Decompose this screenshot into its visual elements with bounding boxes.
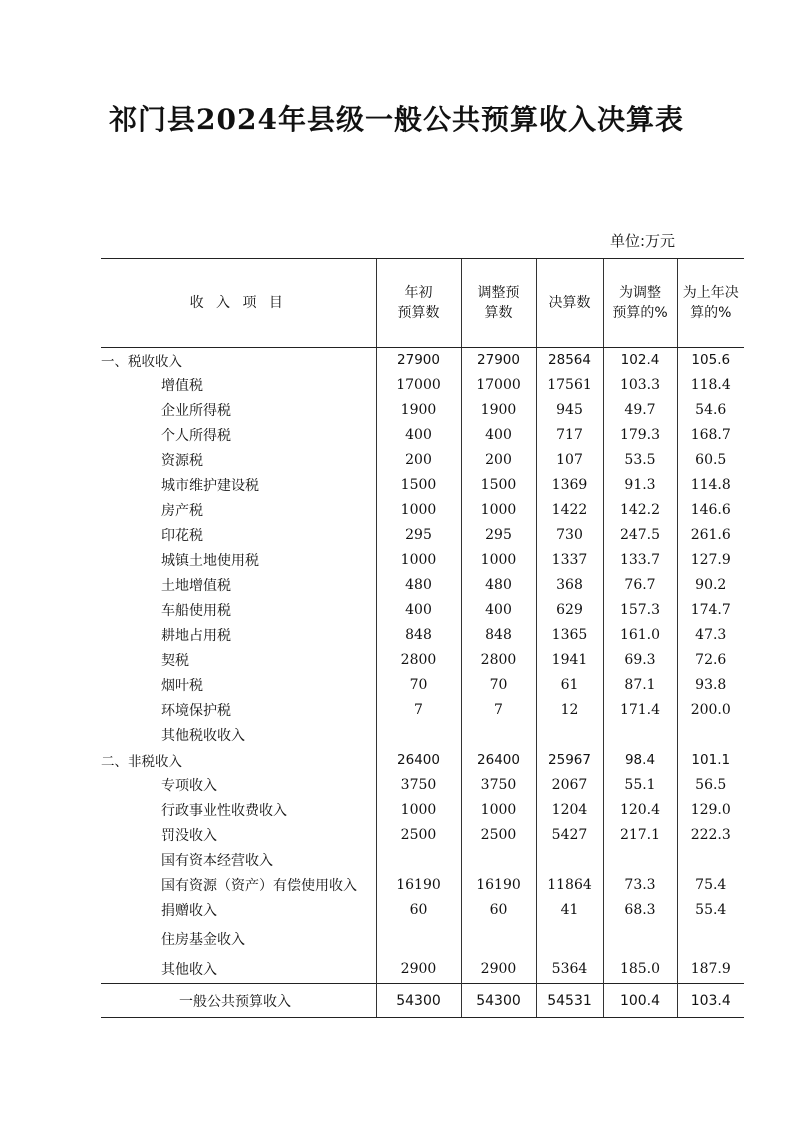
pct-last-year-cell: 222.3 <box>677 822 744 847</box>
pct-adjusted-cell: 91.3 <box>603 472 677 497</box>
adjusted-budget-cell: 60 <box>461 897 536 923</box>
adjusted-budget-cell <box>461 847 536 872</box>
final-amount-cell: 12 <box>536 697 603 722</box>
header-text: 调整预 <box>477 285 520 301</box>
table-row <box>101 472 744 497</box>
pct-adjusted-cell: 73.3 <box>603 872 677 897</box>
pct-adjusted-cell: 76.7 <box>603 572 677 597</box>
table-row <box>101 923 744 955</box>
adjusted-budget-cell: 2500 <box>461 822 536 847</box>
item-name: 企业所得税 <box>161 402 231 419</box>
pct-adjusted-cell <box>603 722 677 747</box>
initial-budget-cell <box>376 722 461 747</box>
initial-budget-cell: 27900 <box>376 348 461 373</box>
table-row <box>101 872 744 897</box>
pct-last-year-cell: 118.4 <box>677 372 744 397</box>
pct-adjusted-cell <box>603 847 677 872</box>
header-text: 决算数 <box>548 295 591 311</box>
item-name: 增值税 <box>161 377 203 394</box>
pct-adjusted-cell: 247.5 <box>603 522 677 547</box>
adjusted-budget-cell: 2900 <box>461 955 536 984</box>
pct-last-year-cell: 200.0 <box>677 697 744 722</box>
table-row <box>101 397 744 422</box>
item-name: 印花税 <box>161 527 203 544</box>
initial-budget-cell: 295 <box>376 522 461 547</box>
final-amount-cell: 945 <box>536 397 603 422</box>
final-amount-cell: 1369 <box>536 472 603 497</box>
pct-last-year-cell <box>677 923 744 955</box>
final-amount-cell: 61 <box>536 672 603 697</box>
initial-budget-cell: 17000 <box>376 372 461 397</box>
final-amount-cell: 5427 <box>536 822 603 847</box>
pct-adjusted-cell: 185.0 <box>603 955 677 984</box>
adjusted-budget-cell: 2800 <box>461 647 536 672</box>
pct-last-year-cell: 129.0 <box>677 797 744 822</box>
final-amount-cell <box>536 923 603 955</box>
table-row <box>101 747 744 772</box>
pct-last-year-cell: 54.6 <box>677 397 744 422</box>
adjusted-budget-cell: 7 <box>461 697 536 722</box>
initial-budget-cell: 1000 <box>376 547 461 572</box>
table-row <box>101 572 744 597</box>
initial-budget-cell: 2500 <box>376 822 461 847</box>
initial-budget-cell: 848 <box>376 622 461 647</box>
header-item <box>101 259 376 348</box>
table-row <box>101 522 744 547</box>
item-name: 住房基金收入 <box>161 932 245 948</box>
adjusted-budget-cell: 70 <box>461 672 536 697</box>
initial-budget-cell <box>376 923 461 955</box>
item-name: 耕地占用税 <box>161 627 231 644</box>
initial-budget-cell: 480 <box>376 572 461 597</box>
final-amount-cell: 11864 <box>536 872 603 897</box>
item-name: 捐赠收入 <box>161 903 217 919</box>
item-name: 房产税 <box>161 502 203 519</box>
header-text: 算的% <box>690 305 732 321</box>
final-amount-cell: 717 <box>536 422 603 447</box>
table-row <box>101 447 744 472</box>
item-name: 城镇土地使用税 <box>161 552 259 569</box>
pct-adjusted-cell <box>603 923 677 955</box>
adjusted-budget-cell: 3750 <box>461 772 536 797</box>
pct-last-year-cell: 47.3 <box>677 622 744 647</box>
revenue-table <box>101 258 744 1018</box>
initial-budget-cell: 2800 <box>376 647 461 672</box>
pct-adjusted-cell: 55.1 <box>603 772 677 797</box>
table-row <box>101 372 744 397</box>
pct-adjusted-cell: 102.4 <box>603 348 677 373</box>
header-text: 为上年决 <box>682 285 739 301</box>
final-amount-cell: 17561 <box>536 372 603 397</box>
table-row <box>101 622 744 647</box>
final-amount-cell: 54531 <box>536 984 603 1018</box>
pct-last-year-cell: 75.4 <box>677 872 744 897</box>
header-initial-budget <box>376 259 461 348</box>
final-amount-cell: 41 <box>536 897 603 923</box>
adjusted-budget-cell: 400 <box>461 422 536 447</box>
header-text: 年初 <box>404 285 433 301</box>
table-row <box>101 672 744 697</box>
table-row <box>101 597 744 622</box>
final-amount-cell: 1204 <box>536 797 603 822</box>
pct-last-year-cell: 174.7 <box>677 597 744 622</box>
adjusted-budget-cell: 848 <box>461 622 536 647</box>
adjusted-budget-cell <box>461 722 536 747</box>
adjusted-budget-cell: 1000 <box>461 797 536 822</box>
initial-budget-cell: 60 <box>376 897 461 923</box>
final-amount-cell: 1422 <box>536 497 603 522</box>
pct-adjusted-cell: 53.5 <box>603 447 677 472</box>
adjusted-budget-cell: 27900 <box>461 348 536 373</box>
header-final <box>536 259 603 348</box>
initial-budget-cell: 1500 <box>376 472 461 497</box>
pct-adjusted-cell: 49.7 <box>603 397 677 422</box>
initial-budget-cell: 3750 <box>376 772 461 797</box>
initial-budget-cell: 26400 <box>376 747 461 772</box>
table-row <box>101 422 744 447</box>
pct-last-year-cell: 101.1 <box>677 747 744 772</box>
item-name: 罚没收入 <box>161 827 217 844</box>
pct-last-year-cell <box>677 722 744 747</box>
final-amount-cell: 5364 <box>536 955 603 984</box>
final-amount-cell: 2067 <box>536 772 603 797</box>
item-name: 其他税收收入 <box>161 727 245 744</box>
final-amount-cell: 1365 <box>536 622 603 647</box>
pct-adjusted-cell: 68.3 <box>603 897 677 923</box>
pct-last-year-cell: 187.9 <box>677 955 744 984</box>
item-name: 其他收入 <box>161 962 217 978</box>
final-amount-cell: 28564 <box>536 348 603 373</box>
header-text: 预算数 <box>397 305 440 321</box>
table-row <box>101 822 744 847</box>
pct-adjusted-cell: 171.4 <box>603 697 677 722</box>
table-row <box>101 647 744 672</box>
table-row <box>101 722 744 747</box>
final-amount-cell <box>536 722 603 747</box>
item-name: 土地增值税 <box>161 577 231 594</box>
item-name: 个人所得税 <box>161 427 231 444</box>
adjusted-budget-cell: 400 <box>461 597 536 622</box>
item-name: 专项收入 <box>161 777 217 794</box>
pct-adjusted-cell: 179.3 <box>603 422 677 447</box>
pct-adjusted-cell: 161.0 <box>603 622 677 647</box>
header-text: 预算的% <box>612 305 668 321</box>
table-row <box>101 547 744 572</box>
initial-budget-cell: 70 <box>376 672 461 697</box>
adjusted-budget-cell: 1000 <box>461 497 536 522</box>
final-amount-cell <box>536 847 603 872</box>
final-amount-cell: 1337 <box>536 547 603 572</box>
initial-budget-cell: 16190 <box>376 872 461 897</box>
adjusted-budget-cell <box>461 923 536 955</box>
adjusted-budget-cell: 295 <box>461 522 536 547</box>
header-pct-last-year <box>677 259 744 348</box>
pct-adjusted-cell: 98.4 <box>603 747 677 772</box>
initial-budget-cell: 400 <box>376 422 461 447</box>
pct-adjusted-cell: 157.3 <box>603 597 677 622</box>
pct-last-year-cell: 56.5 <box>677 772 744 797</box>
table-row <box>101 847 744 872</box>
item-name: 二、非税收入 <box>101 753 182 770</box>
initial-budget-cell: 1000 <box>376 497 461 522</box>
pct-last-year-cell: 90.2 <box>677 572 744 597</box>
final-amount-cell: 629 <box>536 597 603 622</box>
header-text: 算数 <box>484 305 513 321</box>
initial-budget-cell: 54300 <box>376 984 461 1018</box>
page-title: 祁门县2024年县级一般公共预算收入决算表 <box>109 103 684 136</box>
initial-budget-cell: 1000 <box>376 797 461 822</box>
total-row <box>101 984 744 1018</box>
pct-last-year-cell: 146.6 <box>677 497 744 522</box>
pct-last-year-cell: 60.5 <box>677 447 744 472</box>
header-text: 收 入 项 目 <box>189 295 287 311</box>
item-name: 行政事业性收费收入 <box>161 802 287 819</box>
pct-last-year-cell: 55.4 <box>677 897 744 923</box>
initial-budget-cell: 200 <box>376 447 461 472</box>
final-amount-cell: 730 <box>536 522 603 547</box>
table-row <box>101 348 744 373</box>
pct-last-year-cell <box>677 847 744 872</box>
header-adjusted-budget <box>461 259 536 348</box>
pct-adjusted-cell: 217.1 <box>603 822 677 847</box>
item-name: 国有资源（资产）有偿使用收入 <box>161 877 357 894</box>
item-name: 一般公共预算收入 <box>101 984 376 1018</box>
pct-adjusted-cell: 133.7 <box>603 547 677 572</box>
header-row <box>101 259 744 348</box>
pct-last-year-cell: 105.6 <box>677 348 744 373</box>
pct-last-year-cell: 93.8 <box>677 672 744 697</box>
pct-last-year-cell: 114.8 <box>677 472 744 497</box>
table-row <box>101 697 744 722</box>
pct-last-year-cell: 103.4 <box>677 984 744 1018</box>
final-amount-cell: 107 <box>536 447 603 472</box>
item-name: 车船使用税 <box>161 602 231 619</box>
adjusted-budget-cell: 17000 <box>461 372 536 397</box>
initial-budget-cell: 400 <box>376 597 461 622</box>
adjusted-budget-cell: 200 <box>461 447 536 472</box>
adjusted-budget-cell: 54300 <box>461 984 536 1018</box>
header-text: 为调整 <box>619 285 661 301</box>
pct-adjusted-cell: 100.4 <box>603 984 677 1018</box>
initial-budget-cell: 7 <box>376 697 461 722</box>
adjusted-budget-cell: 1000 <box>461 547 536 572</box>
pct-last-year-cell: 127.9 <box>677 547 744 572</box>
item-name: 一、税收收入 <box>101 354 182 370</box>
adjusted-budget-cell: 26400 <box>461 747 536 772</box>
pct-last-year-cell: 261.6 <box>677 522 744 547</box>
adjusted-budget-cell: 480 <box>461 572 536 597</box>
table-row <box>101 497 744 522</box>
item-name: 契税 <box>161 652 189 669</box>
final-amount-cell: 1941 <box>536 647 603 672</box>
initial-budget-cell: 1900 <box>376 397 461 422</box>
table-row <box>101 955 744 984</box>
unit-label: 单位:万元 <box>610 232 676 250</box>
pct-adjusted-cell: 103.3 <box>603 372 677 397</box>
final-amount-cell: 25967 <box>536 747 603 772</box>
table-row <box>101 797 744 822</box>
table-row <box>101 897 744 923</box>
adjusted-budget-cell: 1900 <box>461 397 536 422</box>
pct-adjusted-cell: 120.4 <box>603 797 677 822</box>
header-pct-adjusted <box>603 259 677 348</box>
item-name: 环境保护税 <box>161 702 231 719</box>
table-row <box>101 772 744 797</box>
item-name: 国有资本经营收入 <box>161 852 273 869</box>
adjusted-budget-cell: 16190 <box>461 872 536 897</box>
item-name: 资源税 <box>161 452 203 469</box>
final-amount-cell: 368 <box>536 572 603 597</box>
pct-adjusted-cell: 142.2 <box>603 497 677 522</box>
item-name: 城市维护建设税 <box>161 477 259 494</box>
item-name: 烟叶税 <box>161 677 203 694</box>
pct-last-year-cell: 168.7 <box>677 422 744 447</box>
adjusted-budget-cell: 1500 <box>461 472 536 497</box>
pct-last-year-cell: 72.6 <box>677 647 744 672</box>
initial-budget-cell <box>376 847 461 872</box>
initial-budget-cell: 2900 <box>376 955 461 984</box>
pct-adjusted-cell: 87.1 <box>603 672 677 697</box>
pct-adjusted-cell: 69.3 <box>603 647 677 672</box>
